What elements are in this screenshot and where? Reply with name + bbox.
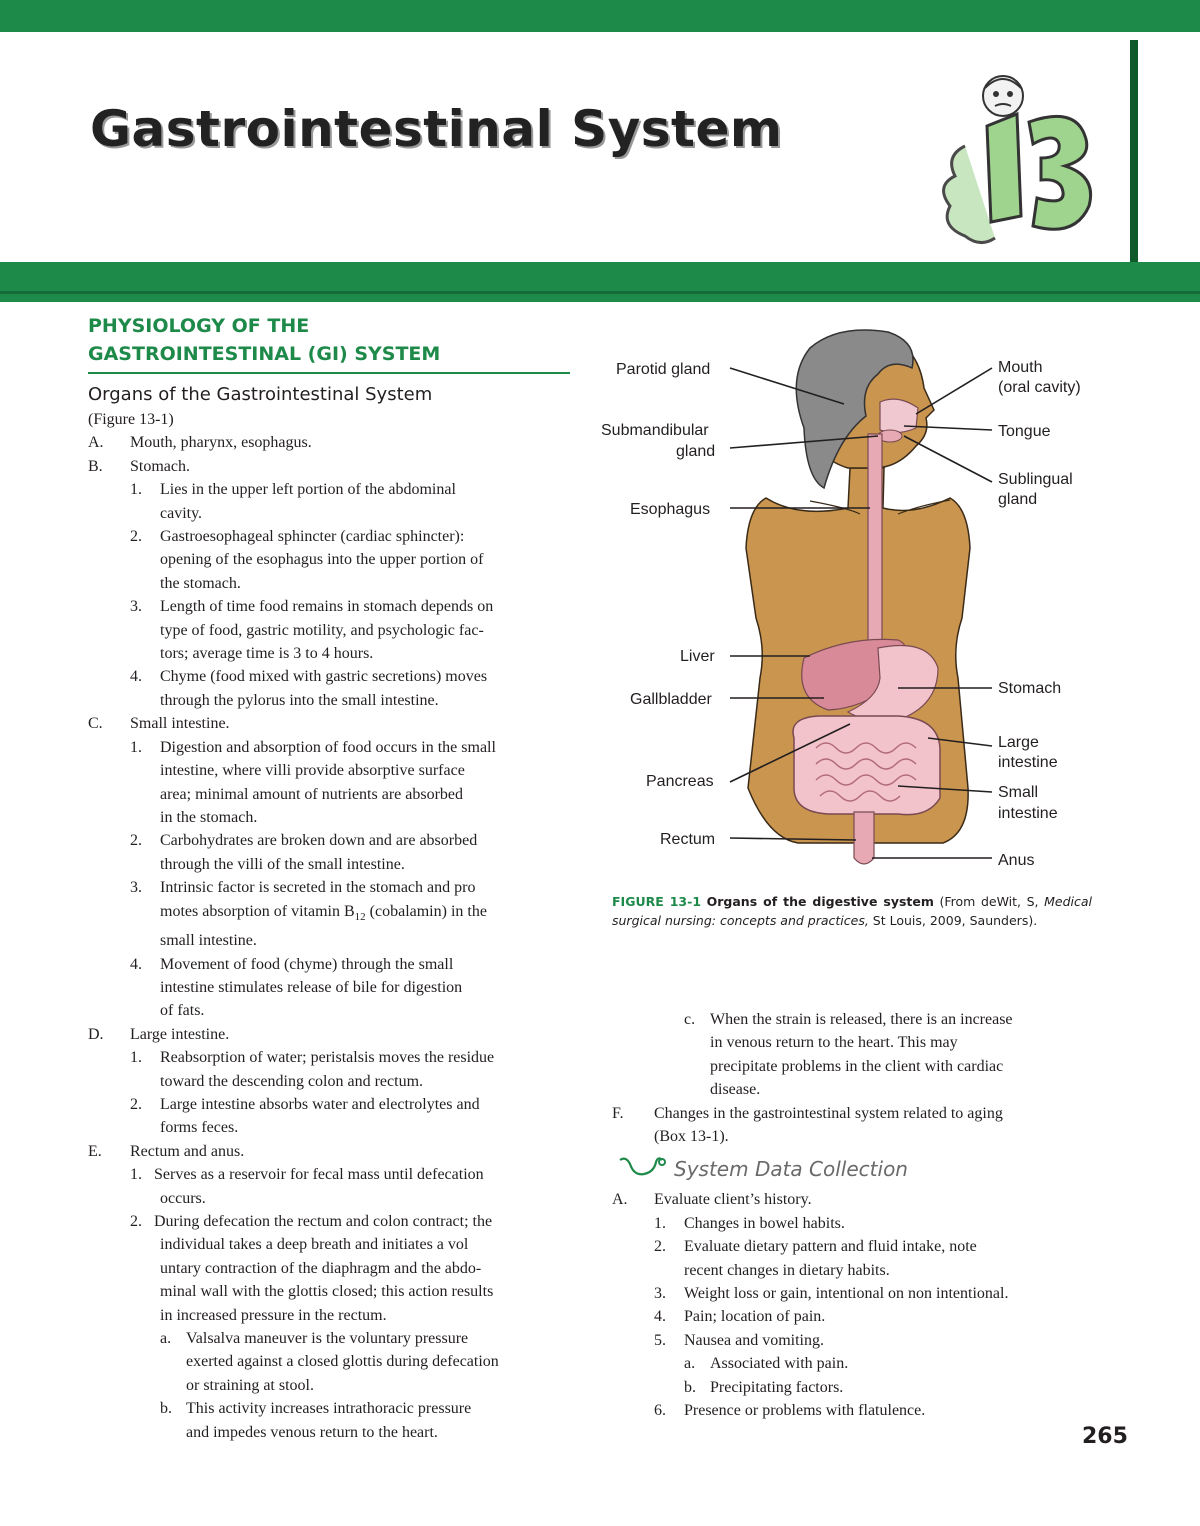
figure-reference: (Figure 13-1) xyxy=(88,411,174,428)
outline-item: E. Rectum and anus. xyxy=(88,1142,245,1160)
outline-continuation: through the pylorus into the small intestine. xyxy=(160,691,439,709)
outline-subitem: 1. Digestion and absorption of food occurs in the small xyxy=(130,738,496,756)
outline-continuation: precipitate problems in the client with cardiac xyxy=(710,1057,1004,1075)
outline-continuation: (Box 13-1). xyxy=(654,1128,729,1146)
collection-subitem: 5. Nausea and vomiting. xyxy=(654,1331,824,1349)
outline-continuation: minal wall with the glottis closed; this action results xyxy=(160,1283,494,1301)
label-mouth: Mouth xyxy=(998,359,1043,376)
outline-item: A. Mouth, pharynx, esophagus. xyxy=(88,434,312,452)
outline-subitem: 1. Lies in the upper left portion of the abdominal xyxy=(130,481,456,499)
label-tongue: Tongue xyxy=(998,423,1051,440)
outline-continuation: untary contraction of the diaphragm and the abdo- xyxy=(160,1259,482,1277)
outline-continuation: through the villi of the small intestine. xyxy=(160,855,405,873)
outline-item: F. Changes in the gastrointestinal system related to aging xyxy=(612,1104,1003,1122)
outline-continuation: type of food, gastric motility, and psychologic fac- xyxy=(160,621,484,639)
left-column xyxy=(88,312,578,1444)
outline-continuation: area; minimal amount of nutrients are absorbed xyxy=(160,785,464,803)
system-data-collection-heading: System Data Collection xyxy=(616,1154,1102,1184)
outline-continuation: toward the descending colon and rectum. xyxy=(160,1072,424,1090)
rectum xyxy=(854,812,874,864)
esophagus xyxy=(868,434,882,648)
stethoscope-icon xyxy=(616,1154,666,1184)
right-column xyxy=(612,1008,1102,1423)
label-rectum: Rectum xyxy=(660,831,716,848)
collection-subsubitem: a. Associated with pain. xyxy=(684,1355,849,1373)
outline-continuation: exerted against a closed glottis during defecation xyxy=(186,1353,499,1371)
outline-subitem: 1. Serves as a reservoir for fecal mass until defecation xyxy=(130,1166,484,1184)
outline-subitem: 3. Intrinsic factor is secreted in the stomach and pro xyxy=(130,879,476,897)
label-large-intestine: Large xyxy=(998,734,1039,751)
page-number: 265 xyxy=(1082,1424,1128,1449)
outline-continuation: cavity. xyxy=(160,504,203,522)
outline-subitem: 2. Large intestine absorbs water and electrolytes and xyxy=(130,1095,480,1113)
label-large-intestine-2: intestine xyxy=(998,754,1058,771)
chapter-number-illustration xyxy=(925,66,1115,256)
outline-continuation: disease. xyxy=(710,1081,761,1099)
label-sublingual: Sublingual xyxy=(998,471,1073,488)
outline-continuation: or straining at stool. xyxy=(186,1376,314,1394)
label-submandibular: Submandibular xyxy=(601,422,709,439)
outline-continuation: in the stomach. xyxy=(160,808,258,826)
header-green-band xyxy=(0,262,1200,302)
outline-subitem: 2. Gastroesophageal sphincter (cardiac sphincter): xyxy=(130,528,465,546)
outline-subsubitem: b. This activity increases intrathoracic pressure xyxy=(160,1400,472,1418)
outline-subitem: 4. Chyme (food mixed with gastric secretions) moves xyxy=(130,668,488,686)
outline-continuation: forms feces. xyxy=(160,1119,239,1137)
section-rule xyxy=(88,372,570,374)
collection-subitem: 1. Changes in bowel habits. xyxy=(654,1214,845,1232)
outline-continuation: occurs. xyxy=(160,1189,206,1207)
header-band-line xyxy=(0,291,1200,294)
outline-continuation: motes absorption of vitamin $B_{12}$ (cobalamin) in the xyxy=(160,902,487,923)
label-stomach: Stomach xyxy=(998,680,1062,697)
collection-subsubitem: b. Precipitating factors. xyxy=(684,1378,844,1396)
outline-continuation: individual takes a deep breath and initiates a vol xyxy=(160,1236,469,1254)
collection-item: A. Evaluate client’s history. xyxy=(612,1191,812,1209)
outline-continuation: in venous return to the heart. This may xyxy=(710,1034,958,1052)
top-green-bar xyxy=(0,0,1200,32)
outline-continuation: tors; average time is 3 to 4 hours. xyxy=(160,645,374,663)
label-submandibular-2: gland xyxy=(676,443,716,460)
label-small-intestine: Small xyxy=(998,784,1039,801)
section-title-line2: GASTROINTESTINAL (GI) SYSTEM xyxy=(88,343,441,365)
label-mouth-2: (oral cavity) xyxy=(998,379,1081,396)
label-esophagus: Esophagus xyxy=(630,501,711,518)
collection-subitem: 2. Evaluate dietary pattern and fluid intake, note xyxy=(654,1238,977,1256)
label-liver: Liver xyxy=(680,648,715,665)
outline-subitem: 3. Length of time food remains in stomach depends on xyxy=(130,598,494,616)
chapter-title: Gastrointestinal System xyxy=(90,100,783,158)
outline-subitem: 2. During defecation the rectum and colon contract; the xyxy=(130,1213,493,1230)
outline-continuation: intestine stimulates release of bile for digestion xyxy=(160,978,463,996)
collection-subitem: 4. Pain; location of pain. xyxy=(654,1308,826,1326)
label-parotid-gland: Parotid gland xyxy=(616,361,711,378)
outline-continuation: the stomach. xyxy=(160,574,241,592)
outline-continuation: small intestine. xyxy=(160,932,257,950)
collection-subitem: 3. Weight loss or gain, intentional on non intentional. xyxy=(654,1285,1009,1303)
outline-item: C. Small intestine. xyxy=(88,715,230,733)
outline-subsubitem: c. When the strain is released, there is an increase xyxy=(684,1011,1013,1028)
outline-subitem: 2. Carbohydrates are broken down and are absorbed xyxy=(130,832,478,850)
label-small-intestine-2: intestine xyxy=(998,805,1058,822)
large-intestine xyxy=(793,716,940,815)
outline-item: B. Stomach. xyxy=(88,457,190,475)
digestive-system-figure xyxy=(598,318,1108,888)
outline-subsubitem: a. Valsalva maneuver is the voluntary pressure xyxy=(160,1330,469,1348)
collection-continuation: recent changes in dietary habits. xyxy=(684,1261,890,1279)
outline-continuation: intestine, where villi provide absorptive surface xyxy=(160,762,465,780)
outline-subitem: 1. Reabsorption of water; peristalsis moves the residue xyxy=(130,1049,495,1067)
label-anus: Anus xyxy=(998,852,1035,869)
outline-continuation: of fats. xyxy=(160,1002,205,1020)
section-title-line1: PHYSIOLOGY OF THE xyxy=(88,315,310,337)
label-gallbladder: Gallbladder xyxy=(630,691,712,708)
outline-continuation: in increased pressure in the rectum. xyxy=(160,1306,387,1324)
label-pancreas: Pancreas xyxy=(646,773,714,790)
outline-subitem: 4. Movement of food (chyme) through the small xyxy=(130,955,454,973)
outline-continuation: and impedes venous return to the heart. xyxy=(186,1423,438,1441)
outline-item: D. Large intestine. xyxy=(88,1025,230,1043)
outline-continuation: opening of the esophagus into the upper portion of xyxy=(160,551,484,569)
figure-caption: FIGURE 13-1 Organs of the digestive system (From deWit, S, Medical surgical nursing: concepts and practices, St Louis, 2009, Saunders). xyxy=(612,894,1092,928)
collection-subitem: 6. Presence or problems with flatulence. xyxy=(654,1402,926,1420)
subheading: Organs of the Gastrointestinal System xyxy=(88,384,433,405)
label-sublingual-2: gland xyxy=(998,491,1038,508)
